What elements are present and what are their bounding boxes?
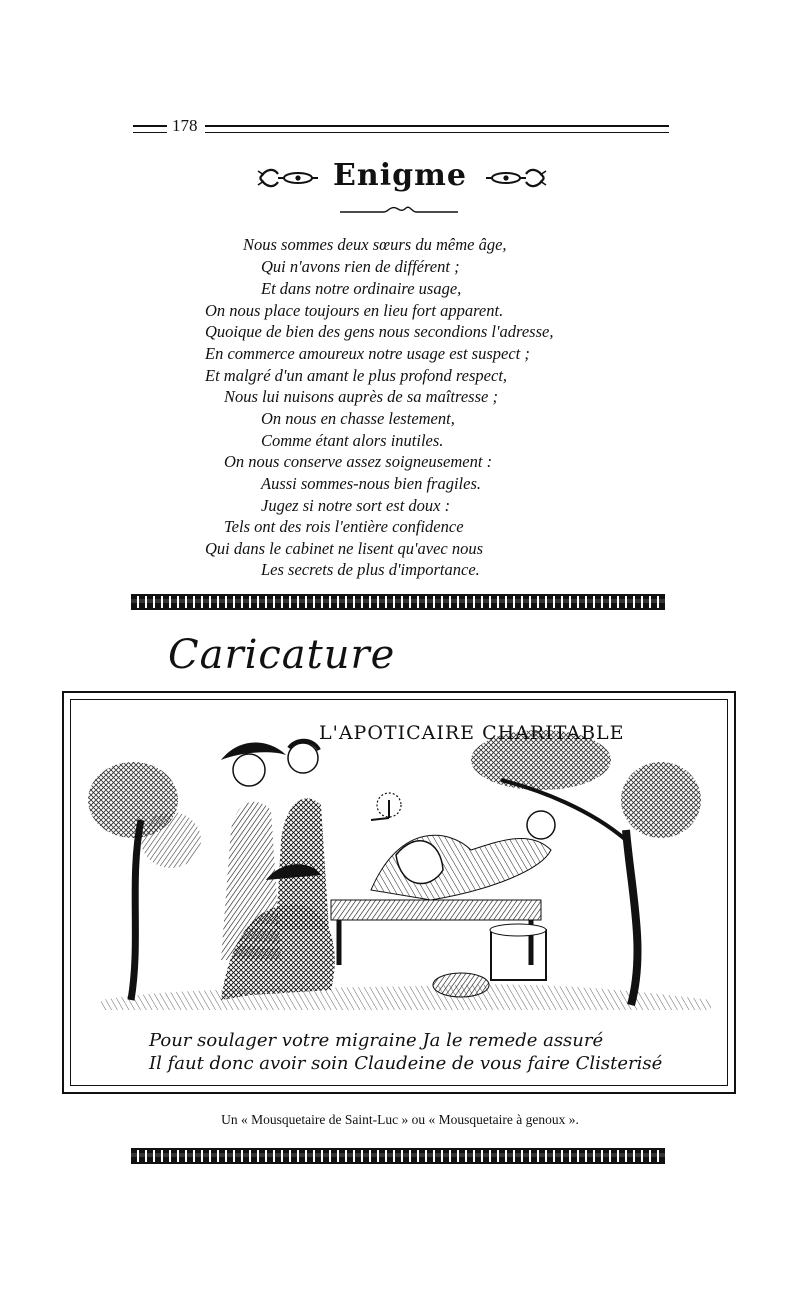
- poem-line: Aussi sommes-nous bien fragiles.: [261, 474, 481, 493]
- enigme-title: Enigme: [333, 158, 467, 193]
- section-divider-bottom: [131, 1148, 665, 1164]
- enigme-title-block: [250, 158, 550, 220]
- caricature-heading: Caricature: [168, 632, 396, 678]
- plate-title: L'APOTICAIRE CHARITABLE: [319, 722, 625, 744]
- poem-line: Et malgré d'un amant le plus profond respect,: [205, 366, 508, 385]
- poem-line: Nous sommes deux sœurs du même âge,: [243, 235, 507, 254]
- page-number: 178: [172, 116, 198, 135]
- poem-line: Nous lui nuisons auprès de sa maîtresse ;: [224, 387, 498, 406]
- poem-line: Jugez si notre sort est doux :: [261, 496, 451, 515]
- poem-line: En commerce amoureux notre usage est suspect ;: [205, 344, 530, 363]
- ornament-right-icon: [484, 166, 548, 190]
- engraving-verse-line-1: Pour soulager votre migraine Ja le remede assuré: [149, 1030, 604, 1051]
- poem-line: Quoique de bien des gens nous secondions l'adresse,: [205, 322, 554, 341]
- engraving-verse-line-2: Il faut donc avoir soin Claudeine de vous faire Clisterisé: [149, 1053, 663, 1074]
- poem-line: Qui n'avons rien de différent ;: [261, 257, 460, 276]
- engraving-caption: Un « Mousquetaire de Saint-Luc » ou « Mousquetaire à genoux ».: [221, 1112, 579, 1127]
- engraving-frame: [62, 691, 736, 1094]
- poem-line: On nous place toujours en lieu fort apparent.: [205, 301, 504, 320]
- poem-line: On nous conserve assez soigneusement :: [224, 452, 493, 471]
- section-divider: [131, 594, 665, 610]
- engraving-inner-frame: [70, 699, 728, 1086]
- poem-line: Les secrets de plus d'importance.: [261, 560, 480, 579]
- title-underline-ornament-icon: [340, 204, 458, 216]
- page-header: [133, 118, 669, 138]
- engraving-illustration: [71, 700, 729, 1087]
- poem-line: Comme étant alors inutiles.: [261, 431, 444, 450]
- poem-line: Tels ont des rois l'entière confidence: [224, 517, 464, 536]
- poem-line: Et dans notre ordinaire usage,: [261, 279, 462, 298]
- header-rule-left: [133, 125, 167, 133]
- header-rule-right: [205, 125, 669, 133]
- poem-line: On nous en chasse lestement,: [261, 409, 455, 428]
- poem-line: Qui dans le cabinet ne lisent qu'avec nous: [205, 539, 484, 558]
